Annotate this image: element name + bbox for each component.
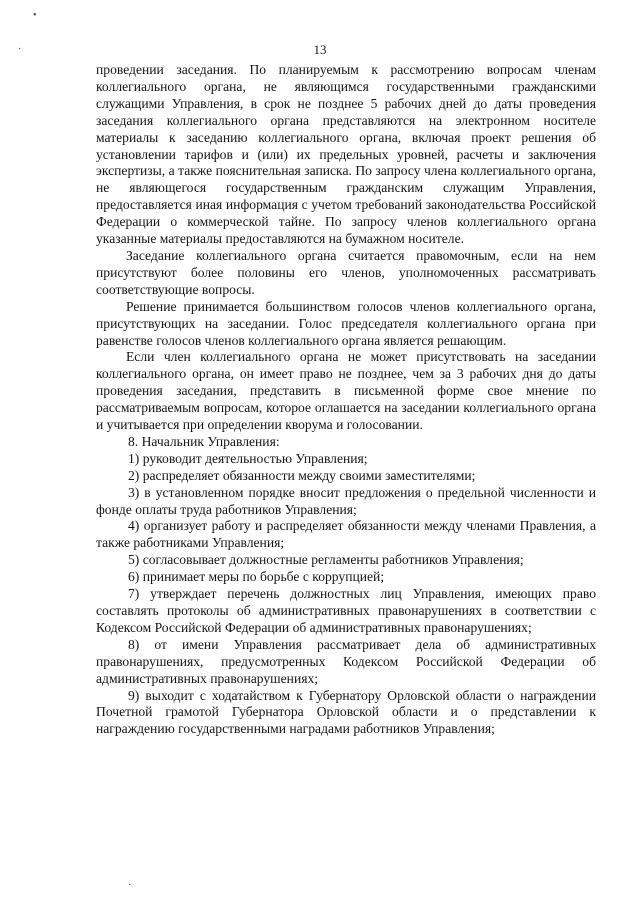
scan-dot-mark: •: [33, 10, 37, 21]
list-item-2: 2) распределяет обязанности между своими заместителями;: [128, 467, 476, 483]
list-item-8: 8) от имени Управления рассматривает дела об административных правонарушениях, предусмотренных Кодексом Российской Федерации об административных правонарушениях;: [96, 636, 596, 686]
section-heading-8: 8. Начальник Управления:: [128, 433, 280, 449]
page-number: 13: [313, 42, 327, 57]
paragraph-continuation: проведении заседания. По планируемым к рассмотрению вопросам членам коллегиального органа, не являющимся государственными гражданскими служащими Управления, в срок не позднее 5 рабочих дней до даты проведения заседания коллегиального органа представляются на электронном носителе материалы к заседанию коллегиального органа, включая проект решения об установлении тарифов и (или) их предельных уровней, расчеты и заключения экспертизы, а также пояснительная записка. По запросу члена коллегиального органа, не являющегося государственным гражданским служащим Управления, предоставляется иная информация с учетом требований законодательства Российской Федерации о коммерческой тайне. По запросу членов коллегиального органа указанные материалы предоставляются на бумажном носителе.: [96, 62, 596, 247]
paragraph-decision: Решение принимается большинством голосов членов коллегиального органа, присутствующих на заседании. Голос председателя коллегиального органа при равенстве голосов членов коллегиального органа является решающим.: [96, 298, 596, 348]
scan-dot-mark: ·: [128, 880, 132, 891]
list-item-6: 6) принимает меры по борьбе с коррупцией;: [128, 569, 385, 585]
list-item-1: 1) руководит деятельностью Управления;: [128, 450, 368, 466]
list-item-7: 7) утверждает перечень должностных лиц Управления, имеющих право составлять протоколы об административных правонарушениях в соответствии с Кодексом Российской Федерации об административных правонарушениях;: [96, 586, 596, 635]
paragraph-absent-member: Если член коллегиального органа не может присутствовать на заседании коллегиального органа, он имеет право не позднее, чем за 3 рабочих дня до даты проведения заседания, представить в письменной форме свое мнение по рассматриваемым вопросам, которое оглашается на заседании коллегиального органа и учитывается при определении кворума и голосовании.: [96, 349, 596, 433]
list-item-9: 9) выходит с ходатайством к Губернатору Орловской области о награждении Почетной грамотой Губернатора Орловской области и о представлении к награждению государственными наградами работников Управления;: [96, 687, 596, 737]
list-item-4: 4) организует работу и распределяет обязанности между членами Правления, а также работниками Управления;: [96, 518, 596, 551]
paragraph-quorum: Заседание коллегиального органа считается правомочным, если на нем присутствуют более половины его членов, уполномоченных рассматривать соответствующие вопросы.: [96, 247, 596, 297]
list-item-3: 3) в установленном порядке вносит предложения о предельной численности и фонде оплаты труда работников Управления;: [96, 484, 596, 517]
document-body: [96, 62, 596, 738]
scan-dot-mark: ·: [18, 44, 22, 55]
list-item-5: 5) согласовывает должностные регламенты работников Управления;: [128, 552, 524, 568]
